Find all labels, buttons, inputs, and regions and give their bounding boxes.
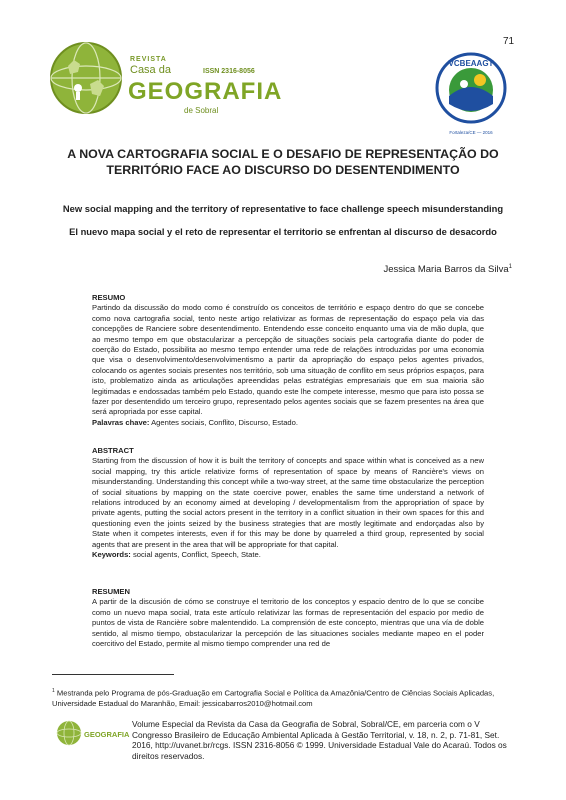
logo-revista-text: REVISTA (130, 56, 167, 63)
abstract-keywords-text: social agents, Conflict, Speech, State. (130, 550, 261, 560)
logo-desobral-text: de Sobral (184, 106, 219, 115)
page-number: 71 (503, 36, 515, 47)
resumo-keywords-label: Palavras chave: (92, 417, 150, 427)
abstract-keywords-label: Keywords: (92, 550, 131, 560)
footer-journal-logo-icon (56, 717, 130, 751)
title-line-1: A NOVA CARTOGRAFIA SOCIAL E O DESAFIO DE REPRESENTAÇÃO DO (67, 147, 499, 161)
footer-logo-text: GEOGRAFIA (84, 730, 130, 739)
subtitle-spanish: El nuevo mapa social y el reto de representar el territorio se enfrentan al discurso de desacordo (69, 226, 497, 237)
page-title (30, 146, 536, 178)
abstract-body: Starting from the discussion of how it is built the territory of concepts and space within what is conceived as a new social mapping, try this article relativize forms of representation of space by means of Rancière's views on misunderstanding. Understanding this concept while a two-way street, at the same time obstacularize the perception of social situations by mapping on the state coercive power, enables the same time understand a network of relations introduced by an economy aimed at developing / developmentalism from the appropriation of space by private agents, putting the social actors present in the territory in a conflict situation in their own spaces for this and questioning even the joints seized by the business strategies that are mostly legitimate and endorçadas also by State when it competes interests, even if for this may be done by quarreled a third group, represented by social agents that are present in the area that will be appropriate for that capital. (92, 456, 484, 549)
footer-citation: Volume Especial da Revista da Casa da Geografia de Sobral, Sobral/CE, em parceria com o V Congresso Brasileiro de Educação Ambiental Aplicada à Gestão Territorial, v. 18, n. 2, p. 71-81, Set. 2016, http://uvanet.br/rcgs. ISSN 2316-8056 © 1999. Universidade Estadual Vale do Acaraú. Todos os direitos reservados. (132, 719, 507, 761)
footnote (52, 686, 522, 709)
congress-emblem-icon (432, 50, 510, 138)
title-line-2: TERRITÓRIO FACE AO DISCURSO DO DESENTENDIMENTO (106, 163, 460, 177)
logo-issn-text: ISSN 2316-8056 (203, 68, 255, 75)
emblem-arc-text: VCBEAAGT (448, 59, 494, 68)
abstract-section (92, 446, 484, 560)
resumo-body: Partindo da discussão do modo como é construído os conceitos de território e espaço dentro do que se concebe como nova cartografia social, tento neste artigo relativizar as formas de representação do espaço pela via das concepções de Ranciere sobre desentendimento. Entendendo esse conceito enquanto uma via de mão dupla, que ao mesmo tempo em que obstacularizar a percepção de situações sociais pela cartografia diante do poder de coerção do Estado, possibilita ao mesmo tempo entender uma rede de relações introduzidas por uma economia que visa o desenvolvimento/desenvolvimentismo a partir da apropriação do espaço pelos agentes privados, colocando os agentes sociais presentes nos território, sob uma situação de conflito em seus próprios espaços, para isto, problematizo ainda as articulações apreendidas pelas estratégias empresariais que em sua maioria são legitimadas e endossadas também pelo Estado, quando este lhe compete interesse, mesmo que para isto possa se fazer por desentendido um terceiro grupo, representado pelos agentes sociais que se fazem presentes na área que será apropriada por esse capital. (92, 303, 484, 417)
abstract-keywords (92, 550, 484, 560)
author-text: Jessica Maria Barros da Silva (383, 264, 509, 276)
footnote-divider (52, 674, 174, 675)
resumo-heading: RESUMO (92, 293, 126, 302)
resumo-section (92, 293, 484, 428)
abstract-heading: ABSTRACT (92, 446, 134, 455)
logo-geografia-text: GEOGRAFIA (128, 78, 283, 105)
emblem-location-text: Fortaleza/CE — 2016 (449, 130, 493, 135)
logo-casa-text: Casa da (130, 64, 171, 76)
author-footnote-ref: 1 (508, 264, 512, 270)
resumo-keywords-text: Agentes sociais, Conflito, Discurso, Estado. (149, 417, 298, 427)
resumen-body: A partir de la discusión de cómo se construye el territorio de los conceptos y espacio dentro de lo que se concibe como un nuevo mapa social, trata este artículo relativizar las formas de representación del espacio por medio de puntos de vista de Rancière sobre malentendido. La comprensión de este concepto, mientras que una vía de doble sentido, al mismo tiempo, obstacularizar la percepción de las situaciones sociales mediante mapeo en el poder coercitivo del Estado, permite al mismo tiempo comprender una red de (92, 597, 484, 649)
resumen-heading: RESUMEN (92, 587, 130, 596)
author-name (384, 264, 512, 275)
subtitle-english: New social mapping and the territory of representative to face challenge speech misunderstanding (62, 203, 504, 214)
globe-logo-icon (48, 40, 124, 116)
resumen-section (92, 587, 484, 649)
footnote-text: Mestranda pelo Programa de pós-Graduação em Cartografia Social e Política da Amazônia/Centro de Ciências Sociais Aplicadas, Universidade Estadual do Maranhão, Email: jessicabarros2010@hotmail.com (52, 688, 495, 708)
footnote-ref: 1 (52, 688, 55, 694)
resumo-keywords (92, 418, 484, 428)
